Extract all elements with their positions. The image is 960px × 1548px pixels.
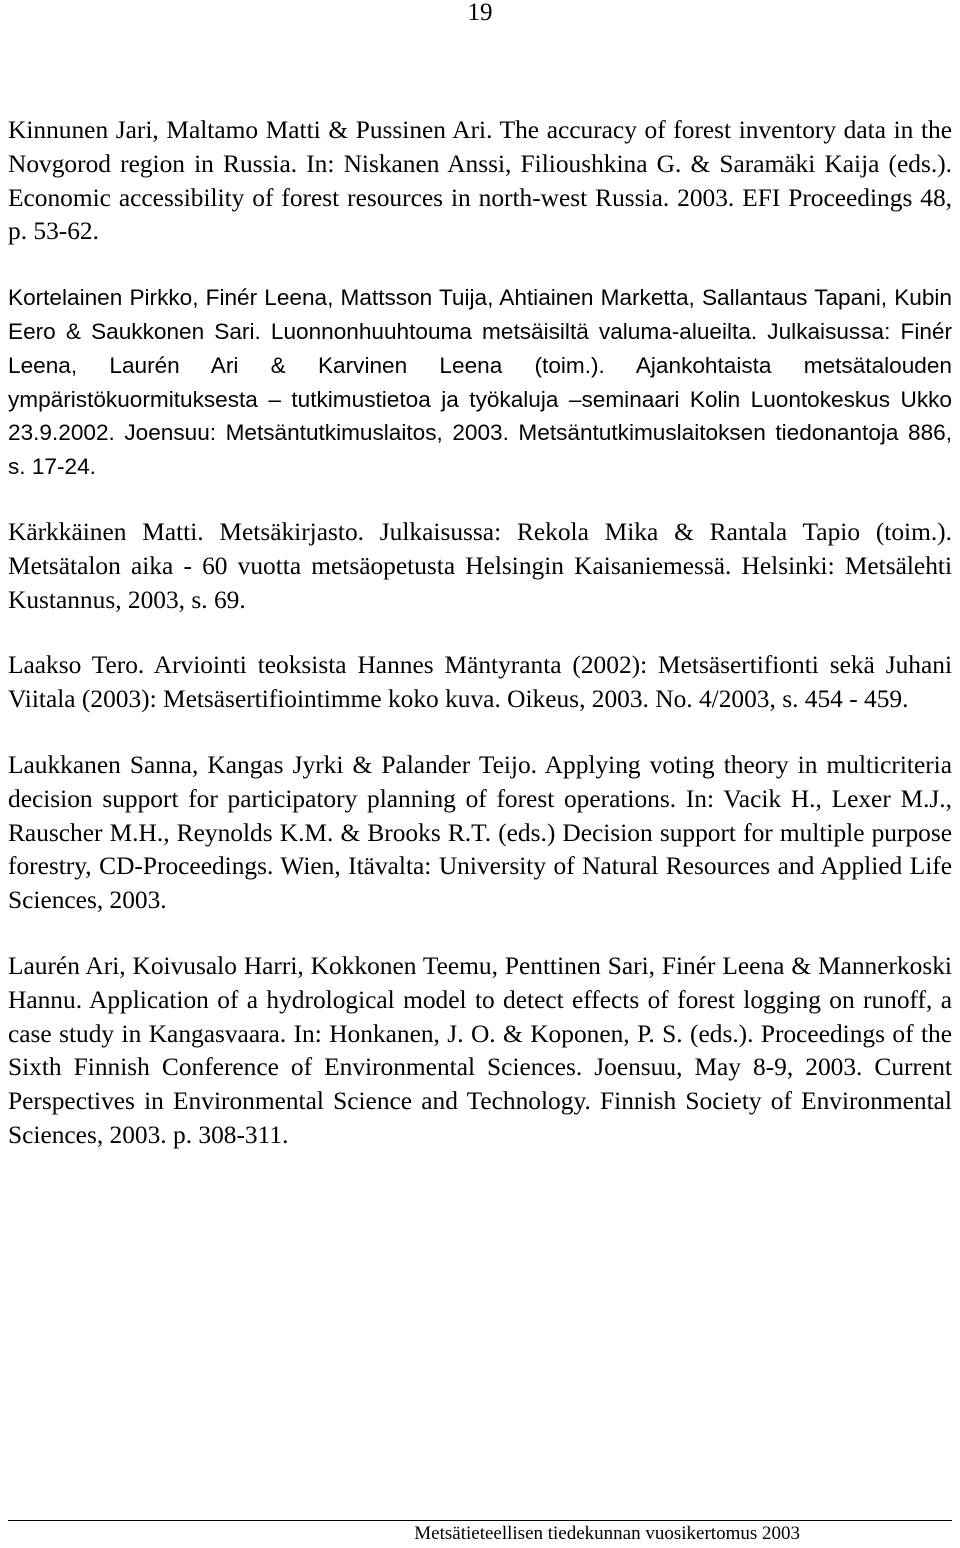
reference-entry: Laukkanen Sanna, Kangas Jyrki & Palander Teijo. Applying voting theory in multicriteria decision support for participatory planning of forest operations. In: Vacik H., Lexer M.J., Rauscher M.H., Reynolds K.M. & Brooks R.T. (eds.) Decision support for multiple purpose forestry, CD-Proceedings. Wien, Itävalta: University of Natural Resources and Applied Life Sciences, 2003. bbox=[8, 750, 952, 915]
reference-entry: Kinnunen Jari, Maltamo Matti & Pussinen Ari. The accuracy of forest inventory data in the Novgorod region in Russia. In: Niskanen Anssi, Filioushkina G. & Saramäki Kaija (eds.). Economic accessibility of forest resources in north-west Russia. 2003. EFI Proceedings 48, p. 53-62. bbox=[8, 116, 952, 246]
reference-entry: Laurén Ari, Koivusalo Harri, Kokkonen Teemu, Penttinen Sari, Finér Leena & Mannerkoski Hannu. Application of a hydrological model to detect effects of forest logging on runoff, a case study in Kangasvaara. In: Honkanen, J. O. & Koponen, P. S. (eds.). Proceedings of the Sixth Finnish Conference of Environmental Sciences. Joensuu, May 8-9, 2003. Current Perspectives in Environmental Science and Technology. Finnish Society of Environmental Sciences, 2003. p. 308-311. bbox=[8, 951, 952, 1149]
page-footer: Metsätieteellisen tiedekunnan vuosikertomus 2003 bbox=[414, 1523, 800, 1544]
page-number: 19 bbox=[467, 0, 493, 26]
reference-entry: Laakso Tero. Arviointi teoksista Hannes Mäntyranta (2002): Metsäsertifionti sekä Juhani Viitala (2003): Metsäsertifiointimme koko kuva. Oikeus, 2003. No. 4/2003, s. 454 - 459. bbox=[8, 651, 952, 714]
reference-list bbox=[8, 114, 952, 1185]
reference-entry: Kärkkäinen Matti. Metsäkirjasto. Julkaisussa: Rekola Mika & Rantala Tapio (toim.). Metsätalon aika - 60 vuotta metsäopetusta Helsingin Kaisaniemessä. Helsinki: Metsälehti Kustannus, 2003, s. 69. bbox=[8, 517, 952, 614]
footer-divider bbox=[8, 1520, 952, 1521]
reference-entry: Kortelainen Pirkko, Finér Leena, Mattsson Tuija, Ahtiainen Marketta, Sallantaus Tapani, Kubin Eero & Saukkonen Sari. Luonnonhuuhtouma metsäisiltä valuma-alueilta. Julkaisussa: Finér Leena, Laurén Ari & Karvinen Leena (toim.). Ajankohtaista metsätalouden ympäristökuormituksesta – tutkimustietoa ja työkaluja –seminaari Kolin Luontokeskus Ukko 23.9.2002. Joensuu: Metsäntutkimuslaitos, 2003. Metsäntutkimuslaitoksen tiedonantoja 886, s. 17-24. bbox=[8, 285, 952, 480]
